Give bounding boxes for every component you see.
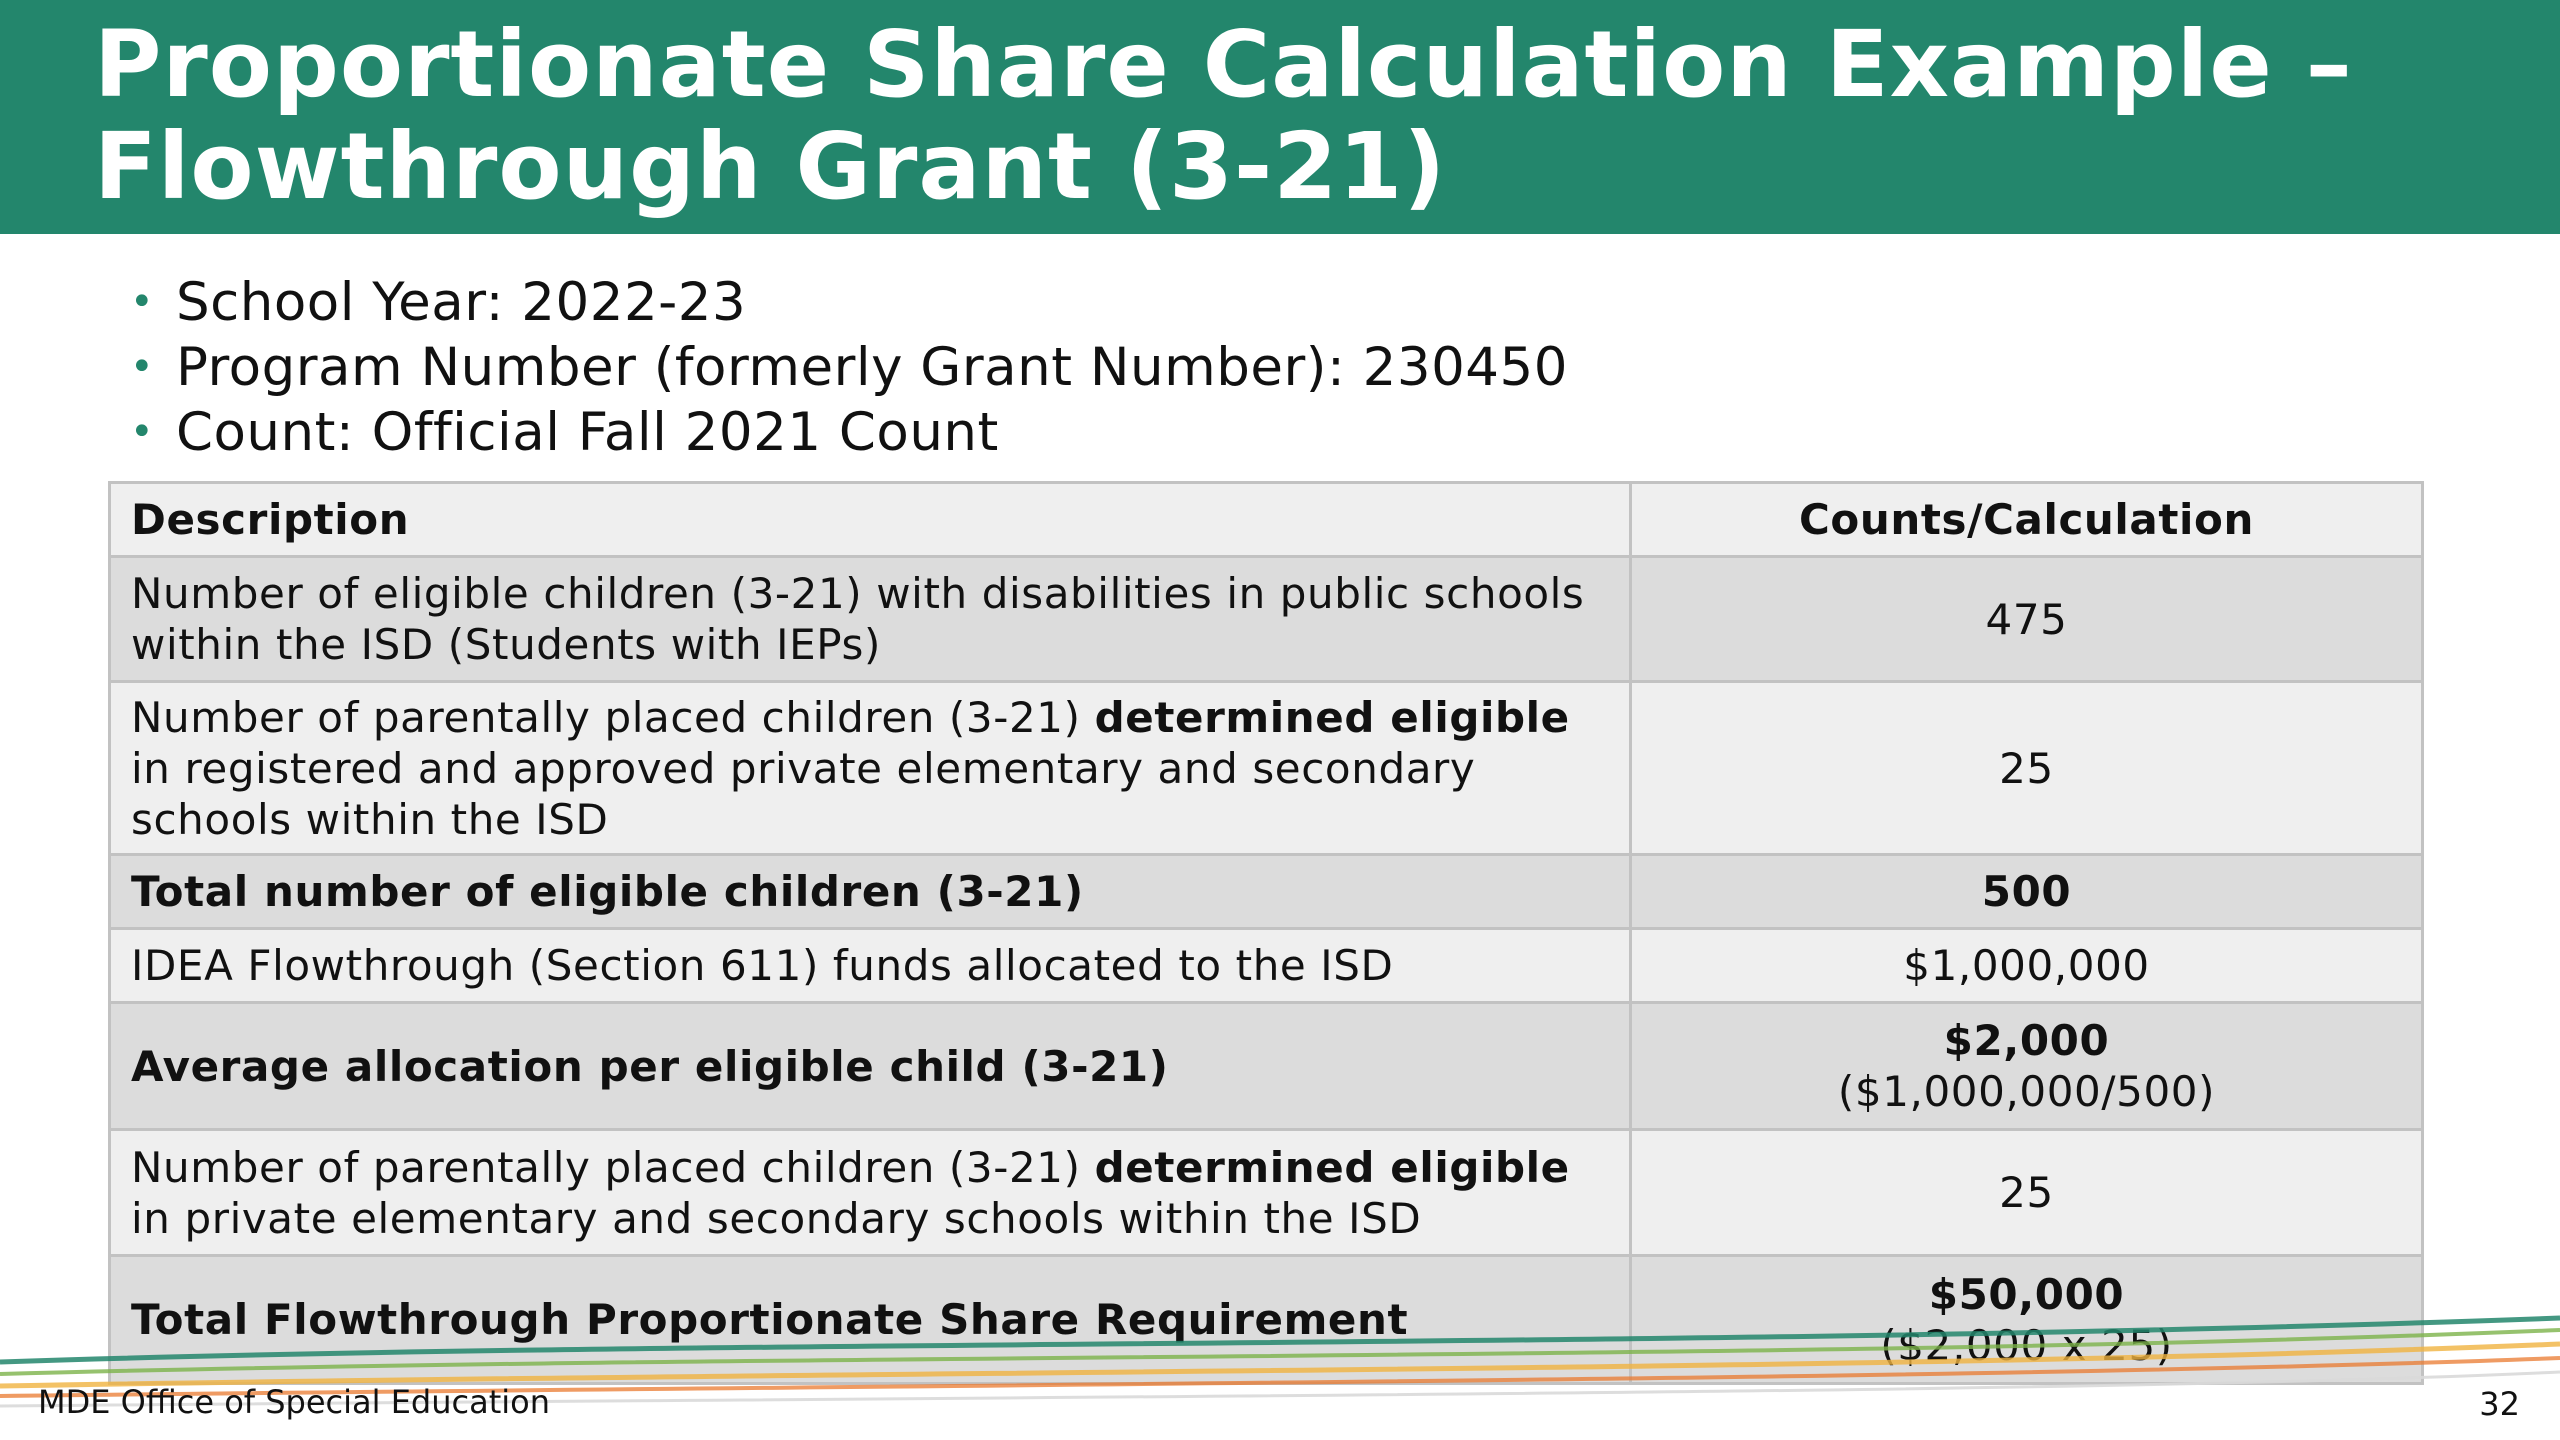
bullet-text: Program Number (formerly Grant Number): 230450 [176,337,1568,398]
row-value [1631,1003,2423,1130]
table-row-total-children [110,855,2423,929]
row-description-text: Number of parentally placed children (3-21) [131,1142,1095,1192]
title-bar [0,0,2560,234]
row-description: IDEA Flowthrough (Section 611) funds allocated to the ISD [110,929,1631,1003]
row-description-bold: Total number of eligible children (3-21) [131,867,1084,916]
table-row [110,557,2423,682]
slide-title [94,11,2494,220]
header-counts-calculation: Counts/Calculation [1631,483,2423,557]
table-row [110,1130,2423,1256]
page-number: 32 [2479,1385,2520,1423]
bullet-item-program-number [124,335,1568,400]
row-description-text: in registered and approved private elementary and secondary schools within the ISD [131,743,1476,844]
table-row-average-allocation [110,1003,2423,1130]
bullet-list [124,270,1568,465]
bullet-dot-icon: • [130,279,155,325]
row-description-bold: Average allocation per eligible child (3-21) [131,1041,1169,1091]
slide-title-line-1: Proportionate Share Calculation Example – [94,11,2353,118]
row-value: 25 [1631,1130,2423,1256]
row-description-bold: Total Flowthrough Proportionate Share Requirement [131,1295,1409,1344]
row-description-emphasis: determined eligible [1094,692,1570,742]
row-description [110,855,1631,929]
row-description [110,682,1631,855]
row-description-text: Number of parentally placed children (3-21) [131,692,1095,742]
bullet-item-school-year [124,270,1568,335]
row-value [1631,855,2423,929]
bullet-item-count [124,400,1568,465]
bullet-dot-icon: • [130,409,155,455]
bullet-text: School Year: 2022-23 [176,272,747,333]
row-value: 475 [1631,557,2423,682]
row-description-emphasis: determined eligible [1094,1142,1570,1192]
row-value-bold: $50,000 [1928,1269,2125,1319]
bullet-text: Count: Official Fall 2021 Count [176,402,999,463]
calculation-table [108,481,2424,1385]
header-description: Description [110,483,1631,557]
row-value-calculation: ($1,000,000/500) [1837,1067,2216,1116]
slide-title-line-2: Flowthrough Grant (3-21) [94,113,1447,220]
row-description [110,1003,1631,1130]
row-value-bold: $2,000 [1943,1016,2110,1065]
table-header-row [110,483,2423,557]
row-value-calculation: ($2,000 x 25) [1880,1320,2173,1370]
table-row [110,682,2423,855]
footer-organization: MDE Office of Special Education [38,1383,551,1421]
row-description [110,1130,1631,1256]
row-value: $1,000,000 [1631,929,2423,1003]
row-description: Number of eligible children (3-21) with disabilities in public schools within the ISD (Students with IEPs) [110,557,1631,682]
table-row [110,929,2423,1003]
row-value: 25 [1631,682,2423,855]
row-value-bold: 500 [1981,867,2072,916]
row-description-text: in private elementary and secondary schools within the ISD [131,1193,1422,1243]
bullet-dot-icon: • [130,344,155,390]
